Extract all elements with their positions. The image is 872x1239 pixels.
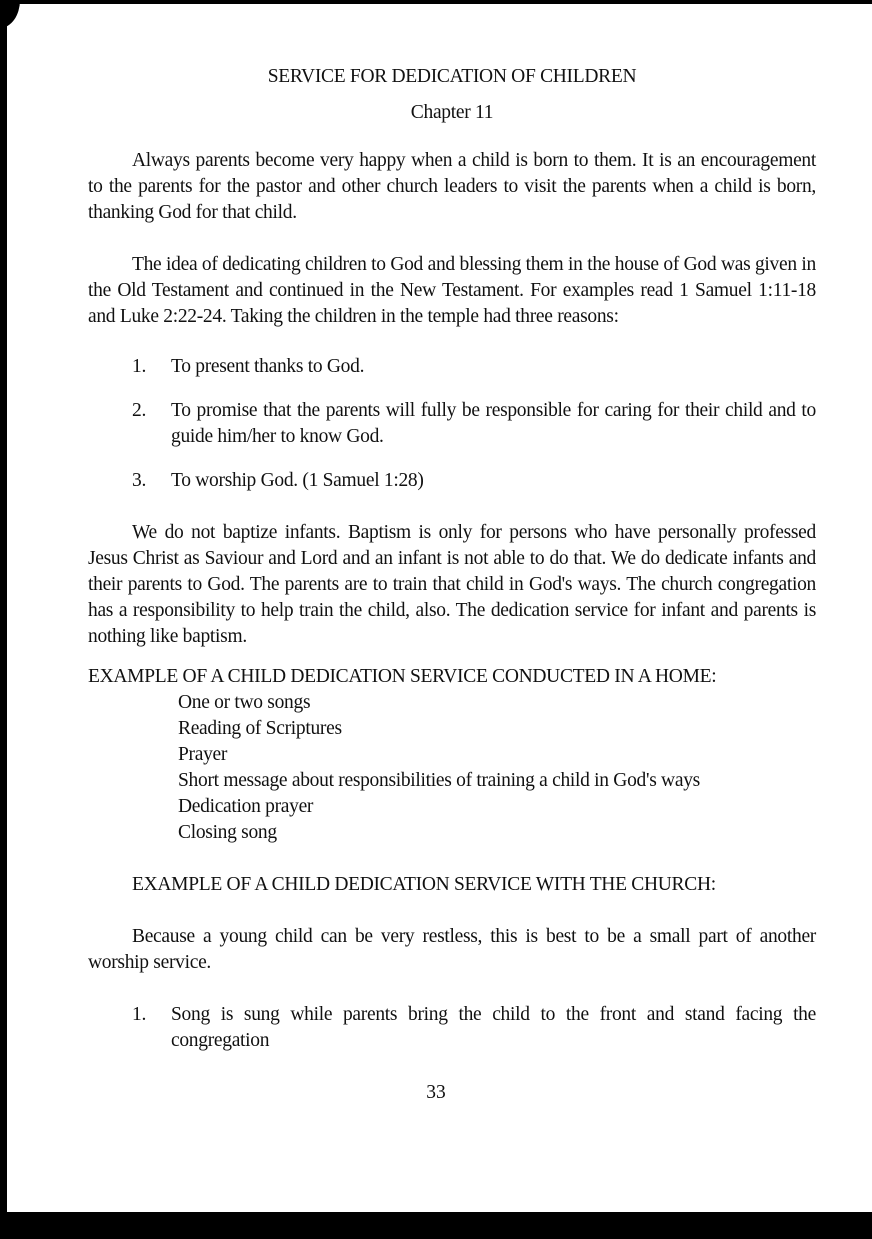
list-text: To present thanks to God. [171,356,365,377]
list-item [88,354,816,380]
reasons-list [88,354,816,494]
page-title: SERVICE FOR DEDICATION OF CHILDREN [267,66,637,87]
page-content [88,60,816,1054]
chapter-label: Chapter 11 [410,102,494,123]
paragraph-history: The idea of dedicating children to God and blessing them in the house of God was given in the Old Testament and continued in the New Testament. For examples read 1 Samuel 1:11-18 and Luke 2:22-24. Taking the children in the temple had three reasons: [88,254,816,327]
list-item: Closing song [178,822,277,843]
list-text: Song is sung while parents bring the child to the front and stand facing the congregation [171,1004,816,1051]
scan-corner [0,0,20,28]
paragraph-church: Because a young child can be very restless, this is best to be a small part of another worship service. [88,926,816,973]
home-service-list [88,690,816,846]
list-item: Short message about responsibilities of training a child in God's ways [178,770,700,791]
paragraph-intro: Always parents become very happy when a child is born to them. It is an encouragement to the parents for the pastor and other church leaders to visit the parents when a child is born, thanking God for that child. [88,150,816,223]
list-item: Prayer [178,744,228,765]
list-text: To promise that the parents will fully be responsible for caring for their child and to guide him/her to know God. [171,400,816,447]
church-service-heading: EXAMPLE OF A CHILD DEDICATION SERVICE WITH THE CHURCH: [132,874,716,895]
list-number: 3. [132,470,147,491]
list-number: 2. [132,400,147,421]
scan-border-bottom [0,1212,872,1239]
list-number: 1. [132,1004,147,1025]
list-item [88,398,816,450]
list-text: To worship God. (1 Samuel 1:28) [171,470,424,491]
list-item: One or two songs [178,692,311,713]
scan-border-left [0,0,7,1239]
list-item [88,1002,816,1054]
church-steps-list [88,1002,816,1054]
paragraph-baptism: We do not baptize infants. Baptism is only for persons who have personally professed Jesus Christ as Saviour and Lord and an infant is not able to do that. We do dedicate infants and their parents to God. The parents are to train that child in God's ways. The church congregation has a responsibility to help train the child, also. The dedication service for infant and parents is nothing like baptism. [88,522,816,647]
list-number: 1. [132,356,147,377]
page-number: 33 [426,1082,446,1103]
scan-border-top [0,0,872,4]
list-item: Dedication prayer [178,796,314,817]
home-service-heading: EXAMPLE OF A CHILD DEDICATION SERVICE CONDUCTED IN A HOME: [88,666,717,687]
list-item [88,468,816,494]
list-item: Reading of Scriptures [178,718,342,739]
